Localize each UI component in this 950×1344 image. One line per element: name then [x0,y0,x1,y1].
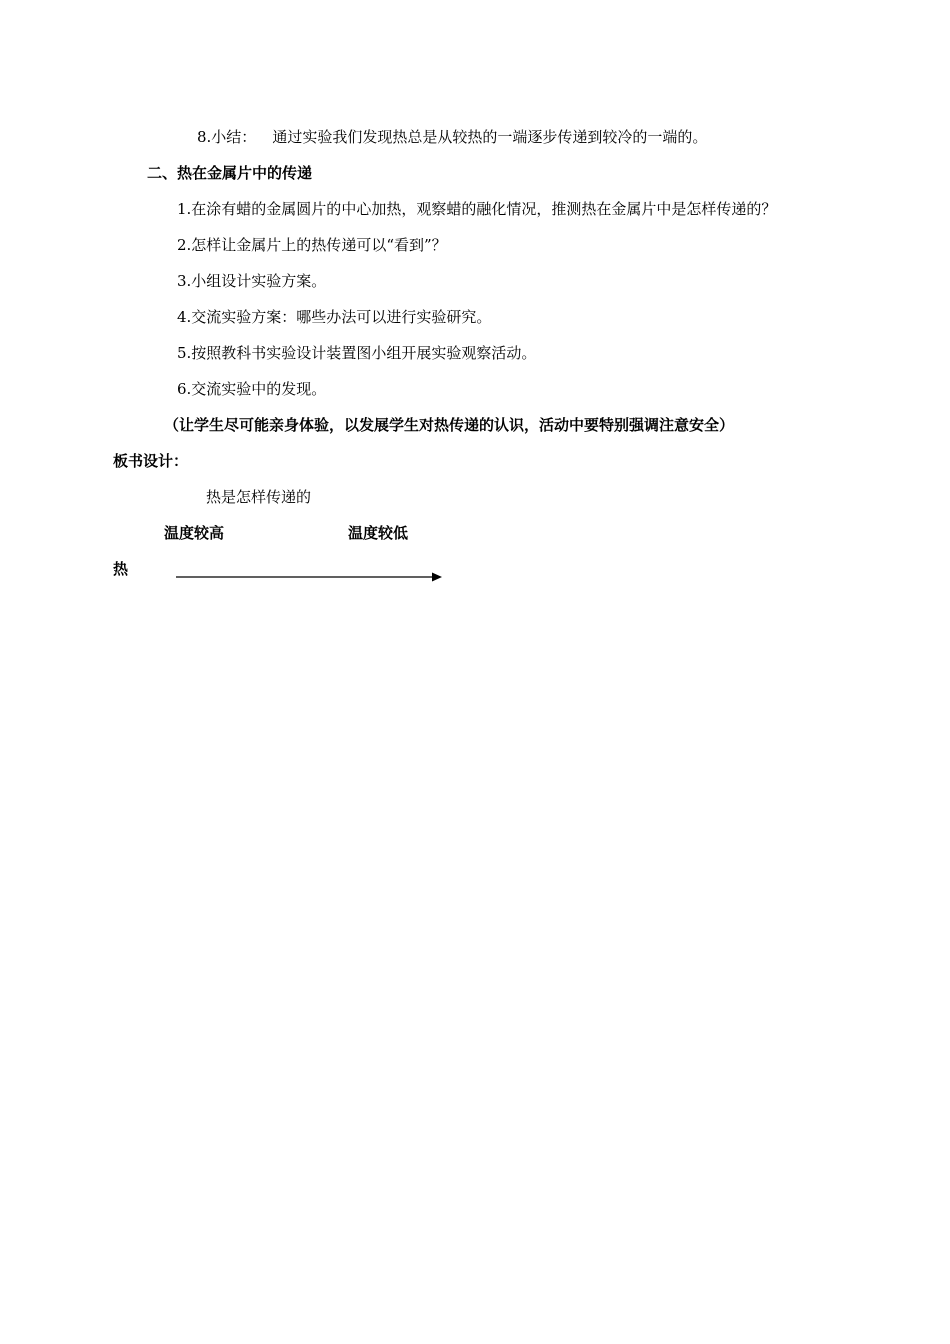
step-item: 5.按照教科书实验设计装置图小组开展实验观察活动。 [177,344,537,362]
step-item: 1.在涂有蜡的金属圆片的中心加热，观察蜡的融化情况，推测热在金属片中是怎样传递的？ [177,200,777,218]
summary-line [197,127,707,147]
step-item: 4.交流实验方案：哪些办法可以进行实验研究。 [177,308,492,326]
temp-high-label: 温度较高 [164,524,225,542]
temp-low-label: 温度较低 [348,524,409,542]
board-design-label: 板书设计： [113,452,189,470]
summary-text: 通过实验我们发现热总是从较热的一端逐步传递到较冷的一端的。 [272,128,708,146]
safety-note: （让学生尽可能亲身体验，以发展学生对热传递的认识，活动中要特别强调注意安全） [164,416,735,434]
step-item: 2.怎样让金属片上的热传递可以“看到”？ [177,236,447,254]
step-item: 6.交流实验中的发现。 [177,380,327,398]
section-heading: 二、热在金属片中的传递 [147,164,313,182]
board-title: 热是怎样传递的 [206,488,312,506]
step-item: 3.小组设计实验方案。 [177,272,327,290]
heat-label: 热 [113,560,129,578]
heat-flow-arrow-icon [176,570,442,584]
summary-label: 8.小结： [197,128,257,146]
